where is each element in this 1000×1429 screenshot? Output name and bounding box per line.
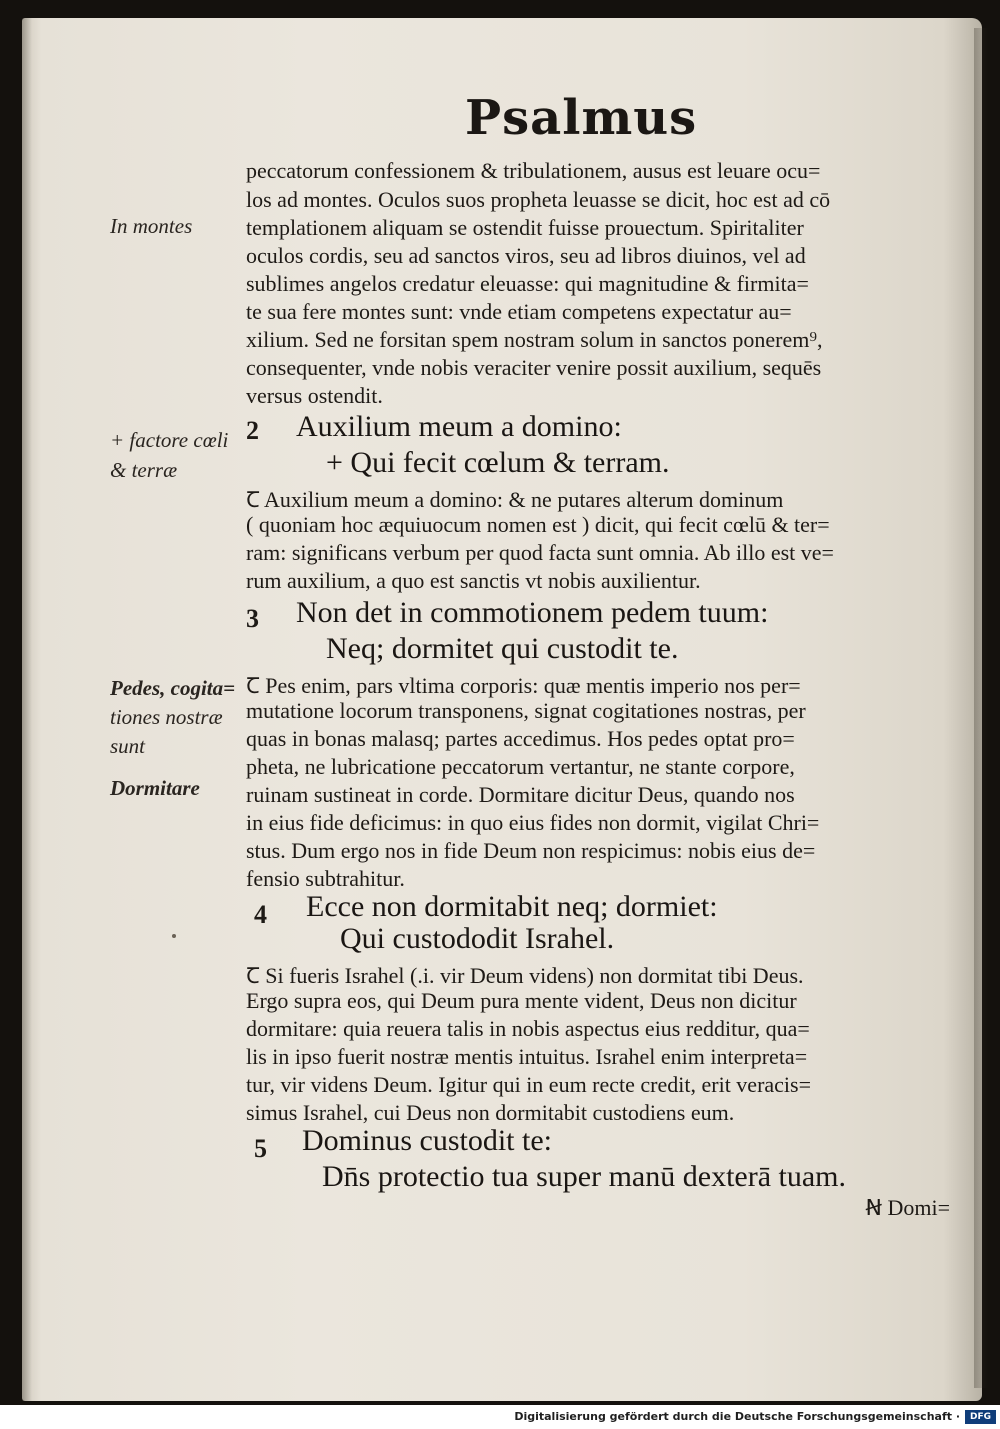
page-gutter-shadow bbox=[22, 18, 32, 1401]
text-line: pheta, ne lubricatione peccatorum vertantur, ne stante corpore, bbox=[246, 754, 795, 779]
verse-number: 2 bbox=[246, 416, 259, 445]
dfg-logo: DFG bbox=[965, 1410, 996, 1424]
text-line: fensio subtrahitur. bbox=[246, 866, 405, 891]
text-line: dormitare: quia reuera talis in nobis aspectus eius redditur, qua= bbox=[246, 1016, 810, 1041]
text-line: templationem aliquam se ostendit fuisse prouectum. Spiritaliter bbox=[246, 215, 804, 240]
text-line: stus. Dum ergo nos in fide Deum non respicimus: nobis eius de= bbox=[246, 838, 816, 863]
marginal-note: sunt bbox=[110, 734, 146, 758]
verse-number: 5 bbox=[254, 1134, 267, 1163]
text-line: Ꞇ Si fueris Israhel (.i. vir Deum videns) non dormitat tibi Deus. bbox=[246, 963, 804, 988]
text-line: consequenter, vnde nobis veraciter venire possit auxilium, sequēs bbox=[246, 355, 822, 380]
text-line: simus Israhel, cui Deus non dormitabit custodiens eum. bbox=[246, 1100, 735, 1125]
text-line: peccatorum confessionem & tribulationem, ausus est leuare ocu= bbox=[246, 158, 821, 183]
footer-credit-text: Digitalisierung gefördert durch die Deutsche Forschungsgemeinschaft · bbox=[514, 1410, 960, 1423]
verse-text: Qui custododit Israhel. bbox=[340, 922, 615, 955]
catchword: Ꞥ Domi= bbox=[865, 1195, 950, 1220]
verse-text: Non det in commotionem pedem tuum: bbox=[296, 596, 769, 629]
text-line: ( quoniam hoc æquiuocum nomen est ) dicit, qui fecit cœlū & ter= bbox=[246, 512, 830, 537]
verse-text: Dominus custodit te: bbox=[302, 1124, 552, 1157]
text-line: Ergo supra eos, qui Deum pura mente vident, Deus non dicitur bbox=[246, 988, 797, 1013]
text-line: quas in bonas malasq; partes accedimus. Hos pedes optat pro= bbox=[246, 726, 795, 751]
verse-text: Auxilium meum a domino: bbox=[296, 410, 622, 443]
text-line: los ad montes. Oculos suos propheta leuasse se dicit, hoc est ad cō bbox=[246, 187, 831, 212]
text-line: rum auxilium, a quo est sanctis vt nobis auxilientur. bbox=[246, 568, 701, 593]
verse-number: 4 bbox=[254, 900, 267, 929]
verse-text: Neq; dormitet qui custodit te. bbox=[326, 632, 679, 665]
text-line: te sua fere montes sunt: vnde etiam competens expectatur au= bbox=[246, 299, 792, 324]
text-line: oculos cordis, seu ad sanctos viros, seu ad libros diuinos, vel ad bbox=[246, 243, 806, 268]
marginal-note: & terræ bbox=[110, 458, 178, 482]
text-line: versus ostendit. bbox=[246, 383, 383, 408]
marginal-note: tiones nostræ bbox=[110, 705, 223, 729]
marginal-note: Dormitare bbox=[110, 776, 200, 800]
page-edge-shadow bbox=[974, 28, 988, 1388]
text-line: sublimes angelos credatur eleuasse: qui magnitudine & firmita= bbox=[246, 271, 809, 296]
ink-speck bbox=[172, 934, 176, 938]
text-line: Ꞇ Pes enim, pars vltima corporis: quæ mentis imperio nos per= bbox=[246, 673, 801, 698]
marginal-note: Pedes, cogita= bbox=[110, 676, 236, 700]
text-line: ram: significans verbum per quod facta sunt omnia. Ab illo est ve= bbox=[246, 540, 834, 565]
verse-text: + Qui fecit cœlum & terram. bbox=[326, 446, 670, 479]
running-head: Psalmus bbox=[465, 90, 698, 146]
verse-text: Dn̄s protectio tua super manū dexterā tuam. bbox=[322, 1160, 847, 1193]
text-line: in eius fide deficimus: in quo eius fides non dormit, vigilat Chri= bbox=[246, 810, 820, 835]
text-line: Ꞇ Auxilium meum a domino: & ne putares alterum dominum bbox=[246, 487, 784, 512]
text-line: ruinam sustineat in corde. Dormitare dicitur Deus, quando nos bbox=[246, 782, 795, 807]
text-line: xilium. Sed ne forsitan spem nostram solum in sanctos ponerem⁹, bbox=[246, 327, 823, 352]
verse-number: 3 bbox=[246, 604, 259, 633]
text-line: mutatione locorum transponens, signat cogitationes nostras, per bbox=[246, 698, 806, 723]
text-line: lis in ipso fuerit nostræ mentis intuitus. Israhel enim interpreta= bbox=[246, 1044, 808, 1069]
marginal-note: In montes bbox=[110, 214, 193, 238]
verse-text: Ecce non dormitabit neq; dormiet: bbox=[306, 890, 718, 923]
marginal-note: + factore cœli bbox=[110, 428, 229, 452]
text-line: tur, vir videns Deum. Igitur qui in eum recte credit, erit veracis= bbox=[246, 1072, 812, 1097]
footer-credit-bar bbox=[0, 1407, 1000, 1429]
